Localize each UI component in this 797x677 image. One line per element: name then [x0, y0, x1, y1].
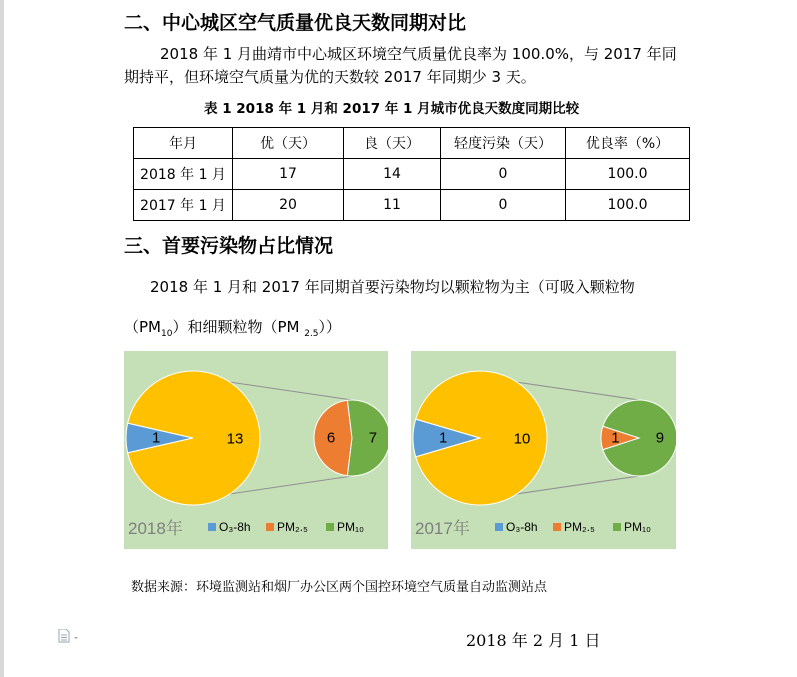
- main-pie-label: 10: [513, 430, 531, 448]
- sub-pie-label: 7: [368, 429, 378, 447]
- legend-label: O₃-8h: [219, 520, 251, 534]
- table-cell: 0: [441, 190, 566, 221]
- table-row: [134, 190, 690, 221]
- sub-pie-slice: [347, 400, 388, 476]
- table-cell: 100.0: [566, 190, 690, 221]
- comparison-table: [133, 127, 690, 221]
- legend-swatch: [326, 523, 334, 531]
- document-date: 2018 年 2 月 1 日: [466, 631, 601, 650]
- pm10-subscript: 10: [161, 329, 173, 339]
- table-cell: 11: [344, 190, 441, 221]
- table-header: 轻度污染（天）: [441, 128, 566, 159]
- chart-year-title: 2018年: [128, 519, 183, 538]
- legend-swatch: [208, 523, 216, 531]
- table-header-row: [134, 128, 690, 159]
- sub-pie-label: 6: [326, 429, 336, 447]
- chart-year-title: 2017年: [415, 519, 470, 538]
- section3-para-line2: [124, 316, 341, 339]
- section2-heading: 二、中心城区空气质量优良天数同期对比: [124, 12, 467, 34]
- closing-paren: ））: [318, 318, 342, 336]
- legend-swatch: [553, 523, 561, 531]
- table-cell: 17: [233, 159, 344, 190]
- pie-chart-2018-svg: [124, 351, 388, 549]
- table-cell: 2017 年 1 月: [134, 190, 233, 221]
- legend-label: O₃-8h: [506, 520, 538, 534]
- section3-heading: 三、首要污染物占比情况: [124, 235, 334, 257]
- main-pie-label: 1: [438, 429, 448, 447]
- pm25-label: ）和细颗粒物（PM: [172, 318, 305, 336]
- table-header: 良（天）: [344, 128, 441, 159]
- sub-pie-label: 9: [655, 429, 665, 447]
- table-cell: 14: [344, 159, 441, 190]
- legend-label: PM₂.₅: [564, 520, 595, 534]
- legend-label: PM₁₀: [337, 520, 365, 534]
- pie-chart-2017-svg: [411, 351, 676, 549]
- legend-swatch: [495, 523, 503, 531]
- section3-para-line1: 2018 年 1 月和 2017 年同期首要污染物均以颗粒物为主（可吸入颗粒物: [150, 278, 635, 296]
- document-icon[interactable]: [58, 628, 82, 647]
- pm10-label: （PM: [124, 318, 161, 336]
- legend-swatch: [266, 523, 274, 531]
- section2-para-line1: 2018 年 1 月曲靖市中心城区环境空气质量优良率为 100.0%，与 2017 年同: [160, 45, 677, 63]
- main-pie-label: 13: [226, 430, 244, 448]
- legend-label: PM₂.₅: [277, 520, 308, 534]
- main-pie-label: 1: [151, 429, 161, 447]
- table-header: 年月: [134, 128, 233, 159]
- table-row: [134, 159, 690, 190]
- legend-swatch: [613, 523, 621, 531]
- table-cell: 0: [441, 159, 566, 190]
- pm25-subscript: 2.5: [304, 329, 319, 339]
- table-cell: 20: [233, 190, 344, 221]
- pie-chart-2017: [411, 351, 676, 549]
- table-cell: 100.0: [566, 159, 690, 190]
- table-cell: 2018 年 1 月: [134, 159, 233, 190]
- section2-para-line2: 期持平，但环境空气质量为优的天数较 2017 年同期少 3 天。: [124, 68, 536, 86]
- table-caption: 表 1 2018 年 1 月和 2017 年 1 月城市优良天数度同期比较: [204, 101, 580, 117]
- pie-chart-2018: [124, 351, 388, 549]
- legend-label: PM₁₀: [624, 520, 652, 534]
- table-header: 优（天）: [233, 128, 344, 159]
- table-header: 优良率（%）: [566, 128, 690, 159]
- page-edge: [0, 0, 4, 677]
- sub-pie-label: 1: [611, 429, 620, 447]
- source-note: 数据来源：环境监测站和烟厂办公区两个国控环境空气质量自动监测站点: [131, 580, 548, 595]
